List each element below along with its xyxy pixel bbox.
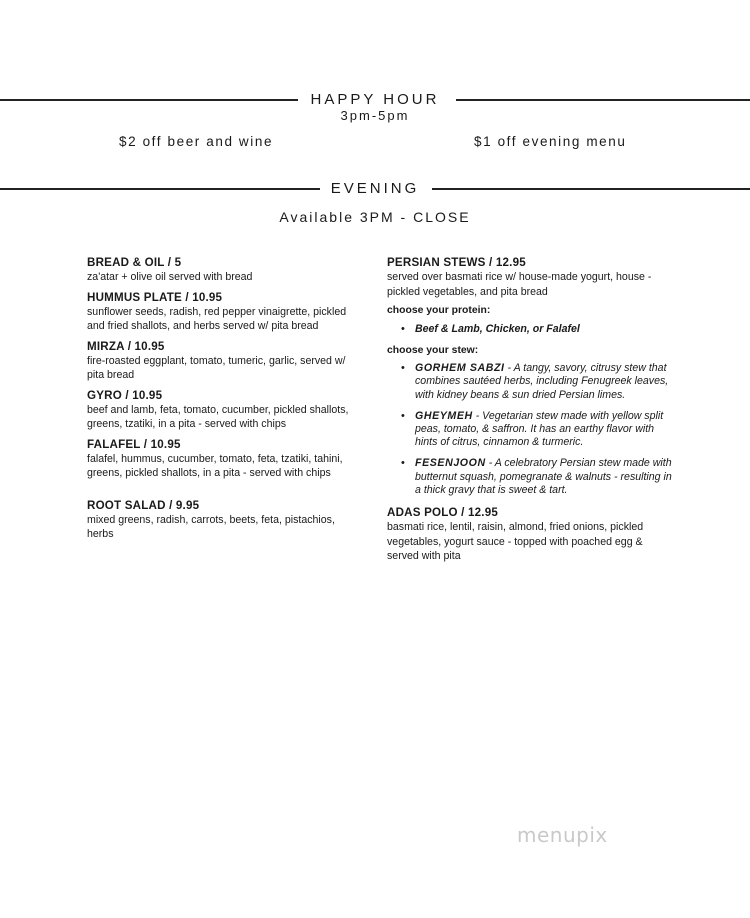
menu-item <box>87 437 362 481</box>
menu-item-desc: mixed greens, radish, carrots, beets, feta, pistachios, herbs <box>87 513 335 540</box>
protein-option-text: Beef & Lamb, Chicken, or Falafel <box>415 322 580 335</box>
menu-item-desc: served over basmati rice w/ house-made yogurt, house - pickled vegetables, and pita bread <box>387 271 652 298</box>
menu-item-desc: falafel, hummus, cucumber, tomato, feta, tzatiki, tahini, greens, pickled shallots, in a pita - served with chips <box>87 452 343 479</box>
menu-item-desc: basmati rice, lentil, raisin, almond, fried onions, pickled vegetables, yogurt sauce - topped with poached egg & served with pita <box>387 521 644 563</box>
happy-hour-deal-left: $2 off beer and wine <box>119 134 274 149</box>
menu-item-desc: beef and lamb, feta, tomato, cucumber, pickled shallots, greens, tzatiki, in a pita - served with chips <box>87 403 349 430</box>
happy-hour-time: 3pm-5pm <box>340 108 410 123</box>
evening-title: EVENING <box>330 180 420 197</box>
menu-item-title: FALAFEL / 10.95 <box>87 437 181 451</box>
evening-header <box>0 179 750 199</box>
menu-item <box>87 290 362 334</box>
left-menu-column <box>87 255 362 547</box>
menu-item-title: PERSIAN STEWS / 12.95 <box>387 256 526 269</box>
evening-availability: Available 3PM - CLOSE <box>279 209 471 225</box>
menu-item <box>87 388 362 432</box>
happy-hour-title: HAPPY HOUR <box>310 91 440 108</box>
protein-option <box>415 323 672 336</box>
menu-item-title: GYRO / 10.95 <box>87 388 163 402</box>
menu-item <box>87 255 362 285</box>
stew-option-desc: - A tangy, savory, citrusy stew that combines sautéed herbs, including Fenugreek leaves, with kidney beans & sun dried Persian limes. <box>415 362 669 401</box>
menu-item-title: HUMMUS PLATE / 10.95 <box>87 290 223 304</box>
stew-option <box>415 362 672 402</box>
menu-item-title: ROOT SALAD / 9.95 <box>87 498 200 512</box>
menu-item-desc: za'atar + olive oil served with bread <box>87 271 253 283</box>
protein-options-list <box>387 323 672 336</box>
right-menu-column <box>387 255 672 569</box>
stew-option-desc: - A celebratory Persian stew made with butternut squash, pomegranate & walnuts - resulting in a thick gravy that is sweet & tart. <box>415 457 672 496</box>
stew-option-name: GHEYMEH <box>415 409 473 422</box>
stew-option-name: FESENJOON <box>415 457 486 470</box>
stew-option <box>415 410 672 450</box>
menu-item-title: MIRZA / 10.95 <box>87 339 165 353</box>
menu-item-desc: fire-roasted eggplant, tomato, tumeric, garlic, served w/ pita bread <box>87 354 346 381</box>
menu-item <box>87 339 362 383</box>
stew-option-name: GORHEM SABZI <box>415 362 505 375</box>
menu-item <box>87 498 362 542</box>
menu-item-title: ADAS POLO / 12.95 <box>387 506 498 520</box>
menupix-watermark: menupix <box>517 823 608 847</box>
happy-hour-header <box>0 90 750 110</box>
menu-item-desc: sunflower seeds, radish, red pepper vinaigrette, pickled and fried shallots, and herbs served w/ pita bread <box>87 305 347 332</box>
stew-option <box>415 457 672 497</box>
adas-polo-item <box>387 505 672 564</box>
stew-option-desc: - Vegetarian stew made with yellow split peas, tomato, & saffron. It has an earthy flavor with hints of citrus, cinnamon & turmeric. <box>415 409 664 449</box>
happy-hour-deal-right: $1 off evening menu <box>474 134 627 149</box>
stew-options-list <box>387 362 672 497</box>
protein-label: choose your protein: <box>387 305 491 316</box>
stew-label: choose your stew: <box>387 344 479 356</box>
persian-stews-item <box>387 255 672 299</box>
menu-item-title: BREAD & OIL / 5 <box>87 256 182 269</box>
